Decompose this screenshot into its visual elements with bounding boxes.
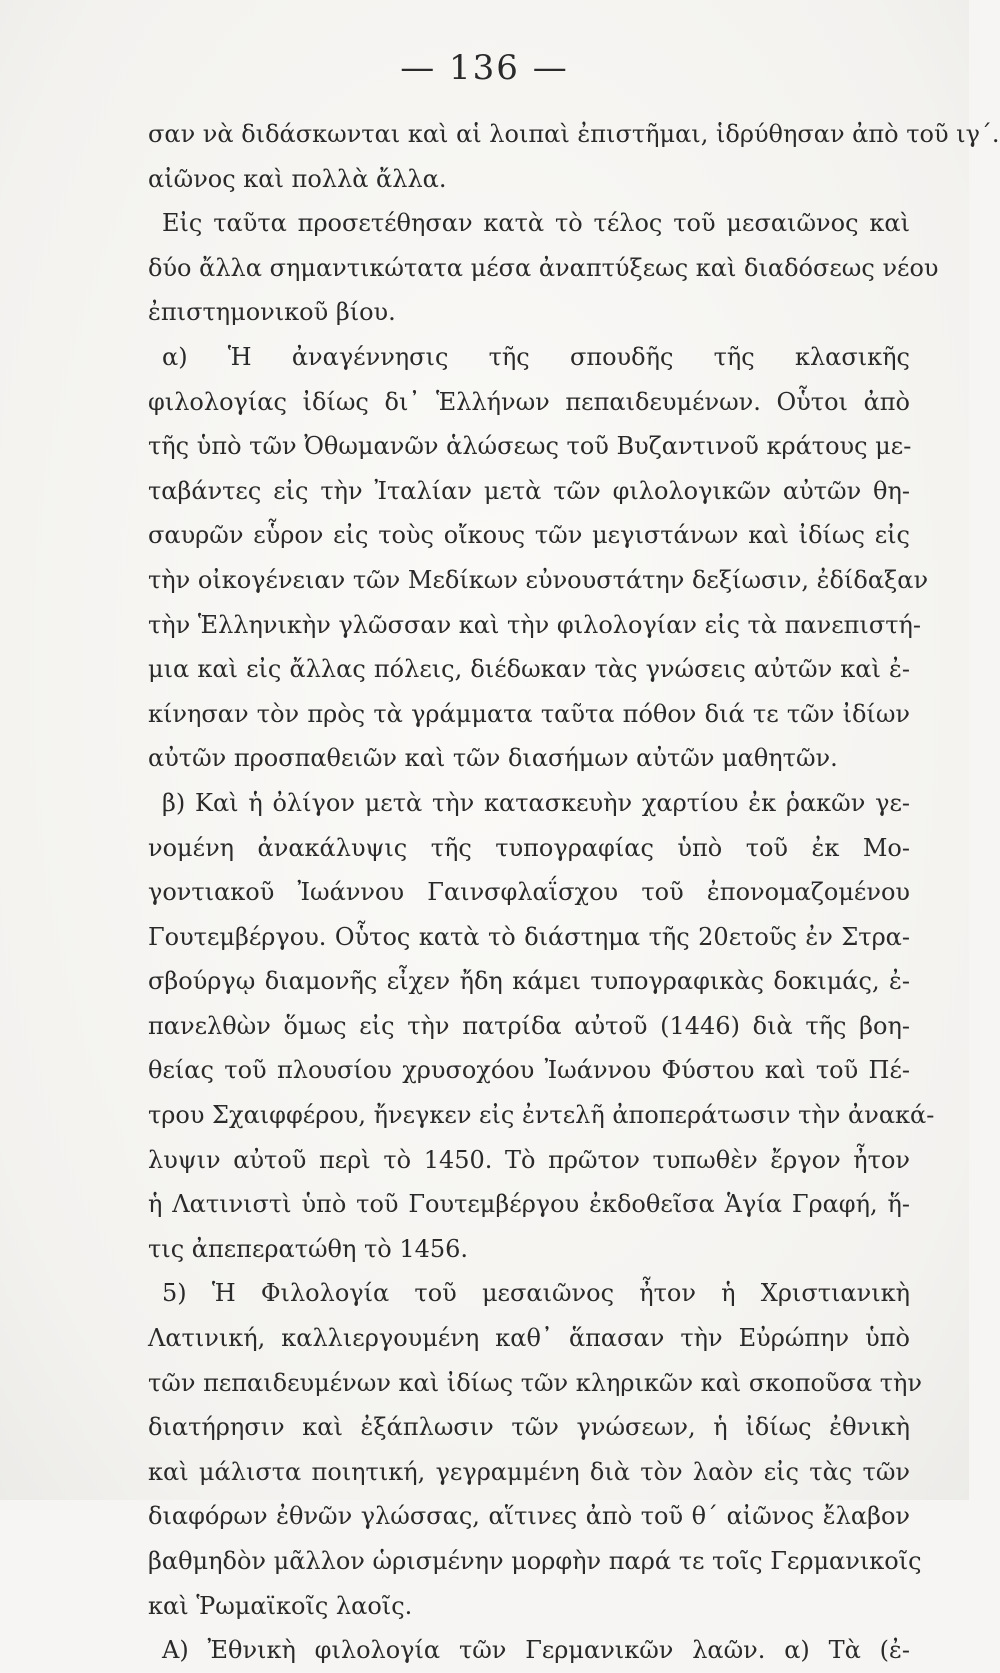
text-line: γοντιακοῦ Ἰωάννου Γαινσφλαΐσχου τοῦ ἐπονομαζομένου (148, 878, 910, 907)
text-line: δύο ἄλλα σημαντικώτατα μέσα ἀναπτύξεως καὶ διαδόσεως νέου (148, 253, 939, 282)
text-line: νομένη ἀνακάλυψις τῆς τυπογραφίας ὑπὸ τοῦ ἐκ Μο- (148, 833, 910, 862)
text-line: Α) Ἐθνικὴ φιλολογία τῶν Γερμανικῶν λαῶν. α) Τὰ (ἐ- (162, 1636, 910, 1665)
text-line: κίνησαν τὸν πρὸς τὰ γράμματα ταῦτα πόθον διά τε τῶν ἰδίων (148, 699, 910, 728)
text-line: καὶ Ῥωμαϊκοῖς λαοῖς. (148, 1591, 413, 1620)
text-line: τις ἀπεπερατώθη τὸ 1456. (148, 1234, 469, 1263)
text-line: ταβάντες εἰς τὴν Ἰταλίαν μετὰ τῶν φιλολογικῶν αὐτῶν θη- (148, 476, 910, 505)
text-line: καὶ μάλιστα ποιητική, γεγραμμένη διὰ τὸν λαὸν εἰς τὰς τῶν (148, 1457, 910, 1486)
text-line: τῆς ὑπὸ τῶν Ὀθωμανῶν ἁλώσεως τοῦ Βυζαντινοῦ κράτους με- (148, 432, 912, 461)
text-line: διατήρησιν καὶ ἐξάπλωσιν τῶν γνώσεων, ἡ ἰδίως ἐθνικὴ (148, 1413, 910, 1442)
text-line: τὴν οἰκογένειαν τῶν Μεδίκων εὐνουστάτην δεξίωσιν, ἐδίδαξαν (148, 565, 929, 594)
text-line: ἡ Λατινιστὶ ὑπὸ τοῦ Γουτεμβέργου ἐκδοθεῖσα Ἁγία Γραφή, ἥ- (148, 1190, 910, 1219)
text-line: σαυρῶν εὗρον εἰς τοὺς οἴκους τῶν μεγιστάνων καὶ ἰδίως εἰς (148, 521, 910, 550)
text-line: πανελθὼν ὅμως εἰς τὴν πατρίδα αὐτοῦ (1446) διὰ τῆς βοη- (148, 1011, 910, 1040)
text-line: βαθμηδὸν μᾶλλον ὡρισμένην μορφὴν παρά τε τοῖς Γερμανικοῖς (148, 1547, 922, 1575)
text-line: ἐπιστημονικοῦ βίου. (148, 298, 396, 327)
text-line: τὴν Ἑλληνικὴν γλῶσσαν καὶ τὴν φιλολογίαν εἰς τὰ πανεπιστή- (148, 610, 921, 639)
text-line: α) Ἡ ἀναγέννησις τῆς σπουδῆς τῆς κλασικῆς (162, 342, 910, 371)
page-number: — 136 — (400, 48, 569, 88)
text-line: β) Καὶ ἡ ὀλίγον μετὰ τὴν κατασκευὴν χαρτίου ἐκ ῥακῶν γε- (162, 788, 910, 817)
text-line: μια καὶ εἰς ἄλλας πόλεις, διέδωκαν τὰς γνώσεις αὐτῶν καὶ ἐ- (148, 655, 910, 684)
text-line: αἰῶνος καὶ πολλὰ ἄλλα. (148, 164, 447, 193)
text-line: λυψιν αὐτοῦ περὶ τὸ 1450. Τὸ πρῶτον τυπωθὲν ἔργον ἦτον (148, 1145, 910, 1174)
text-line: τῶν πεπαιδευμένων καὶ ἰδίως τῶν κληρικῶν καὶ σκοποῦσα τὴν (148, 1368, 923, 1397)
text-line: 5) Ἡ Φιλολογία τοῦ μεσαιῶνος ἦτον ἡ Χριστιανικὴ (162, 1279, 910, 1308)
text-line: αὐτῶν προσπαθειῶν καὶ τῶν διασήμων αὐτῶν μαθητῶν. (148, 744, 838, 773)
text-line: Εἰς ταῦτα προσετέθησαν κατὰ τὸ τέλος τοῦ μεσαιῶνος καὶ (162, 209, 910, 238)
text-line: Γουτεμβέργου. Οὗτος κατὰ τὸ διάστημα τῆς 20ετοῦς ἐν Στρα- (148, 922, 910, 951)
text-line: Λατινική, καλλιεργουμένη καθ᾽ ἅπασαν τὴν Εὐρώπην ὑπὸ (148, 1324, 910, 1353)
text-line: τρου Σχαιφφέρου, ἤνεγκεν εἰς ἐντελῆ ἀποπεράτωσιν τὴν ἀνακά- (148, 1101, 935, 1130)
page-body-text (148, 112, 1000, 1673)
text-line: φιλολογίας ἰδίως δι᾽ Ἑλλήνων πεπαιδευμένων. Οὗτοι ἀπὸ (148, 387, 910, 416)
text-line: σαν νὰ διδάσκωνται καὶ αἱ λοιπαὶ ἐπιστῆμαι, ἱδρύθησαν ἀπὸ τοῦ ιγ΄. (148, 120, 1000, 148)
text-line: διαφόρων ἐθνῶν γλώσσας, αἵτινες ἀπὸ τοῦ θ΄ αἰῶνος ἔλαβον (148, 1502, 910, 1531)
text-line: θείας τοῦ πλουσίου χρυσοχόου Ἰωάννου Φύστου καὶ τοῦ Πέ- (148, 1056, 910, 1085)
text-line: σβούργῳ διαμονῆς εἶχεν ἤδη κάμει τυπογραφικὰς δοκιμάς, ἐ- (148, 967, 910, 996)
